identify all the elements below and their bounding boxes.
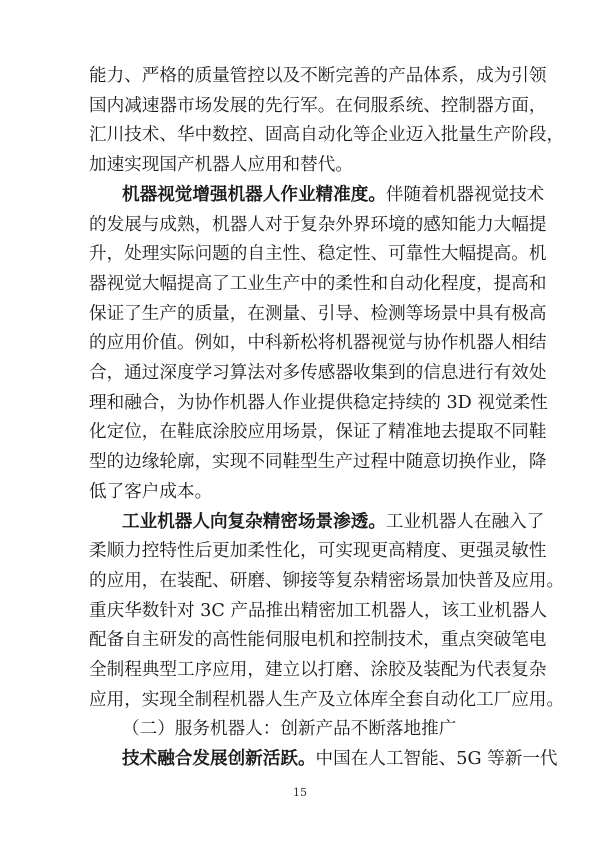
line-text: 升，处理实际问题的自主性、稳定性、可靠性大幅提高。机 [89, 244, 547, 265]
line-text: 柔顺力控特性后更加柔性化，可实现更高精度、更强灵敏性 [89, 541, 547, 562]
text-line-5 [122, 179, 544, 211]
line-text: 加速实现国产机器人应用和替代。 [89, 155, 353, 176]
text-line-1 [89, 60, 546, 92]
text-line-9 [89, 298, 546, 330]
text-line-12 [89, 387, 548, 419]
text-line-7 [89, 238, 546, 270]
text-line-3 [89, 119, 564, 151]
section-heading: （二）服务机器人：创新产品不断落地推广 [122, 719, 457, 740]
text-line-2 [89, 90, 546, 122]
line-text: 全制程典型工序应用，建立以打磨、涂胶及装配为代表复杂 [89, 660, 547, 680]
line-text: 的应用，在装配、研磨、铆接等复杂精密场景加快普及应用。 [89, 570, 565, 591]
text-line-17 [89, 535, 546, 567]
text-line-10 [89, 327, 546, 359]
text-line-22 [89, 684, 564, 716]
line-text: 保证了生产的质量，在测量、引导、检测等场景中具有极高 [89, 303, 547, 324]
line-text: 化定位，在鞋底涂胶应用场景，保证了精准地去提取不同鞋 [89, 422, 547, 443]
text-line-8 [89, 268, 546, 300]
text-line-20 [89, 624, 546, 656]
line-text: 伴随着机器视觉技术 [385, 184, 545, 205]
line-text: 的应用价值。例如，中科新松将机器视觉与协作机器人相结 [89, 333, 547, 354]
text-line-19 [89, 595, 547, 627]
text-line-6 [89, 209, 546, 241]
line-text: 工业机器人在融入了 [385, 511, 545, 532]
text-line-18 [89, 565, 564, 597]
line-text: 中国在人工智能、5G 等新一代 [315, 749, 558, 770]
line-text: 的发展与成熟，机器人对于复杂外界环境的感知能力大幅提 [89, 214, 547, 235]
text-line-21 [89, 654, 546, 686]
line-text: 能力、严格的质量管控以及不断完善的产品体系，成为引领 [89, 66, 547, 86]
page-number: 15 [293, 786, 307, 799]
line-text: 理和融合，为协作机器人作业提供稳定持续的 3D 视觉柔性 [89, 392, 548, 413]
text-line-11 [89, 357, 546, 389]
line-text: 汇川技术、华中数控、固高自动化等企业迈入批量生产阶段， [89, 125, 565, 146]
line-text: 器视觉大幅提高了工业生产中的柔性和自动化程度，提高和 [89, 273, 547, 294]
text-line-13 [89, 416, 546, 448]
line-text: 国内减速器市场发展的先行军。在伺服系统、控制器方面， [89, 95, 547, 116]
paragraph-heading: 技术融合发展创新活跃。 [122, 748, 316, 770]
text-line-14 [89, 446, 546, 478]
line-text: 应用，实现全制程机器人生产及立体库全套自动化工厂应用。 [89, 689, 565, 710]
line-text: 重庆华数针对 3C 产品推出精密加工机器人，该工业机器人 [89, 600, 548, 621]
text-line-23 [122, 713, 456, 745]
line-text: 型的边缘轮廓，实现不同鞋型生产过程中随意切换作业，降 [89, 452, 547, 473]
text-line-24 [122, 743, 558, 775]
line-text: 低了客户成本。 [89, 481, 213, 502]
paragraph-heading: 工业机器人向复杂精密场景渗透。 [122, 510, 386, 532]
text-line-15 [89, 476, 212, 508]
text-line-16 [122, 506, 544, 538]
paragraph-heading: 机器视觉增强机器人作业精准度。 [122, 183, 386, 205]
text-line-4 [89, 149, 353, 181]
line-text: 合，通过深度学习算法对多传感器收集到的信息进行有效处 [89, 363, 547, 383]
line-text: 配备自主研发的高性能伺服电机和控制技术，重点突破笔电 [89, 630, 547, 651]
